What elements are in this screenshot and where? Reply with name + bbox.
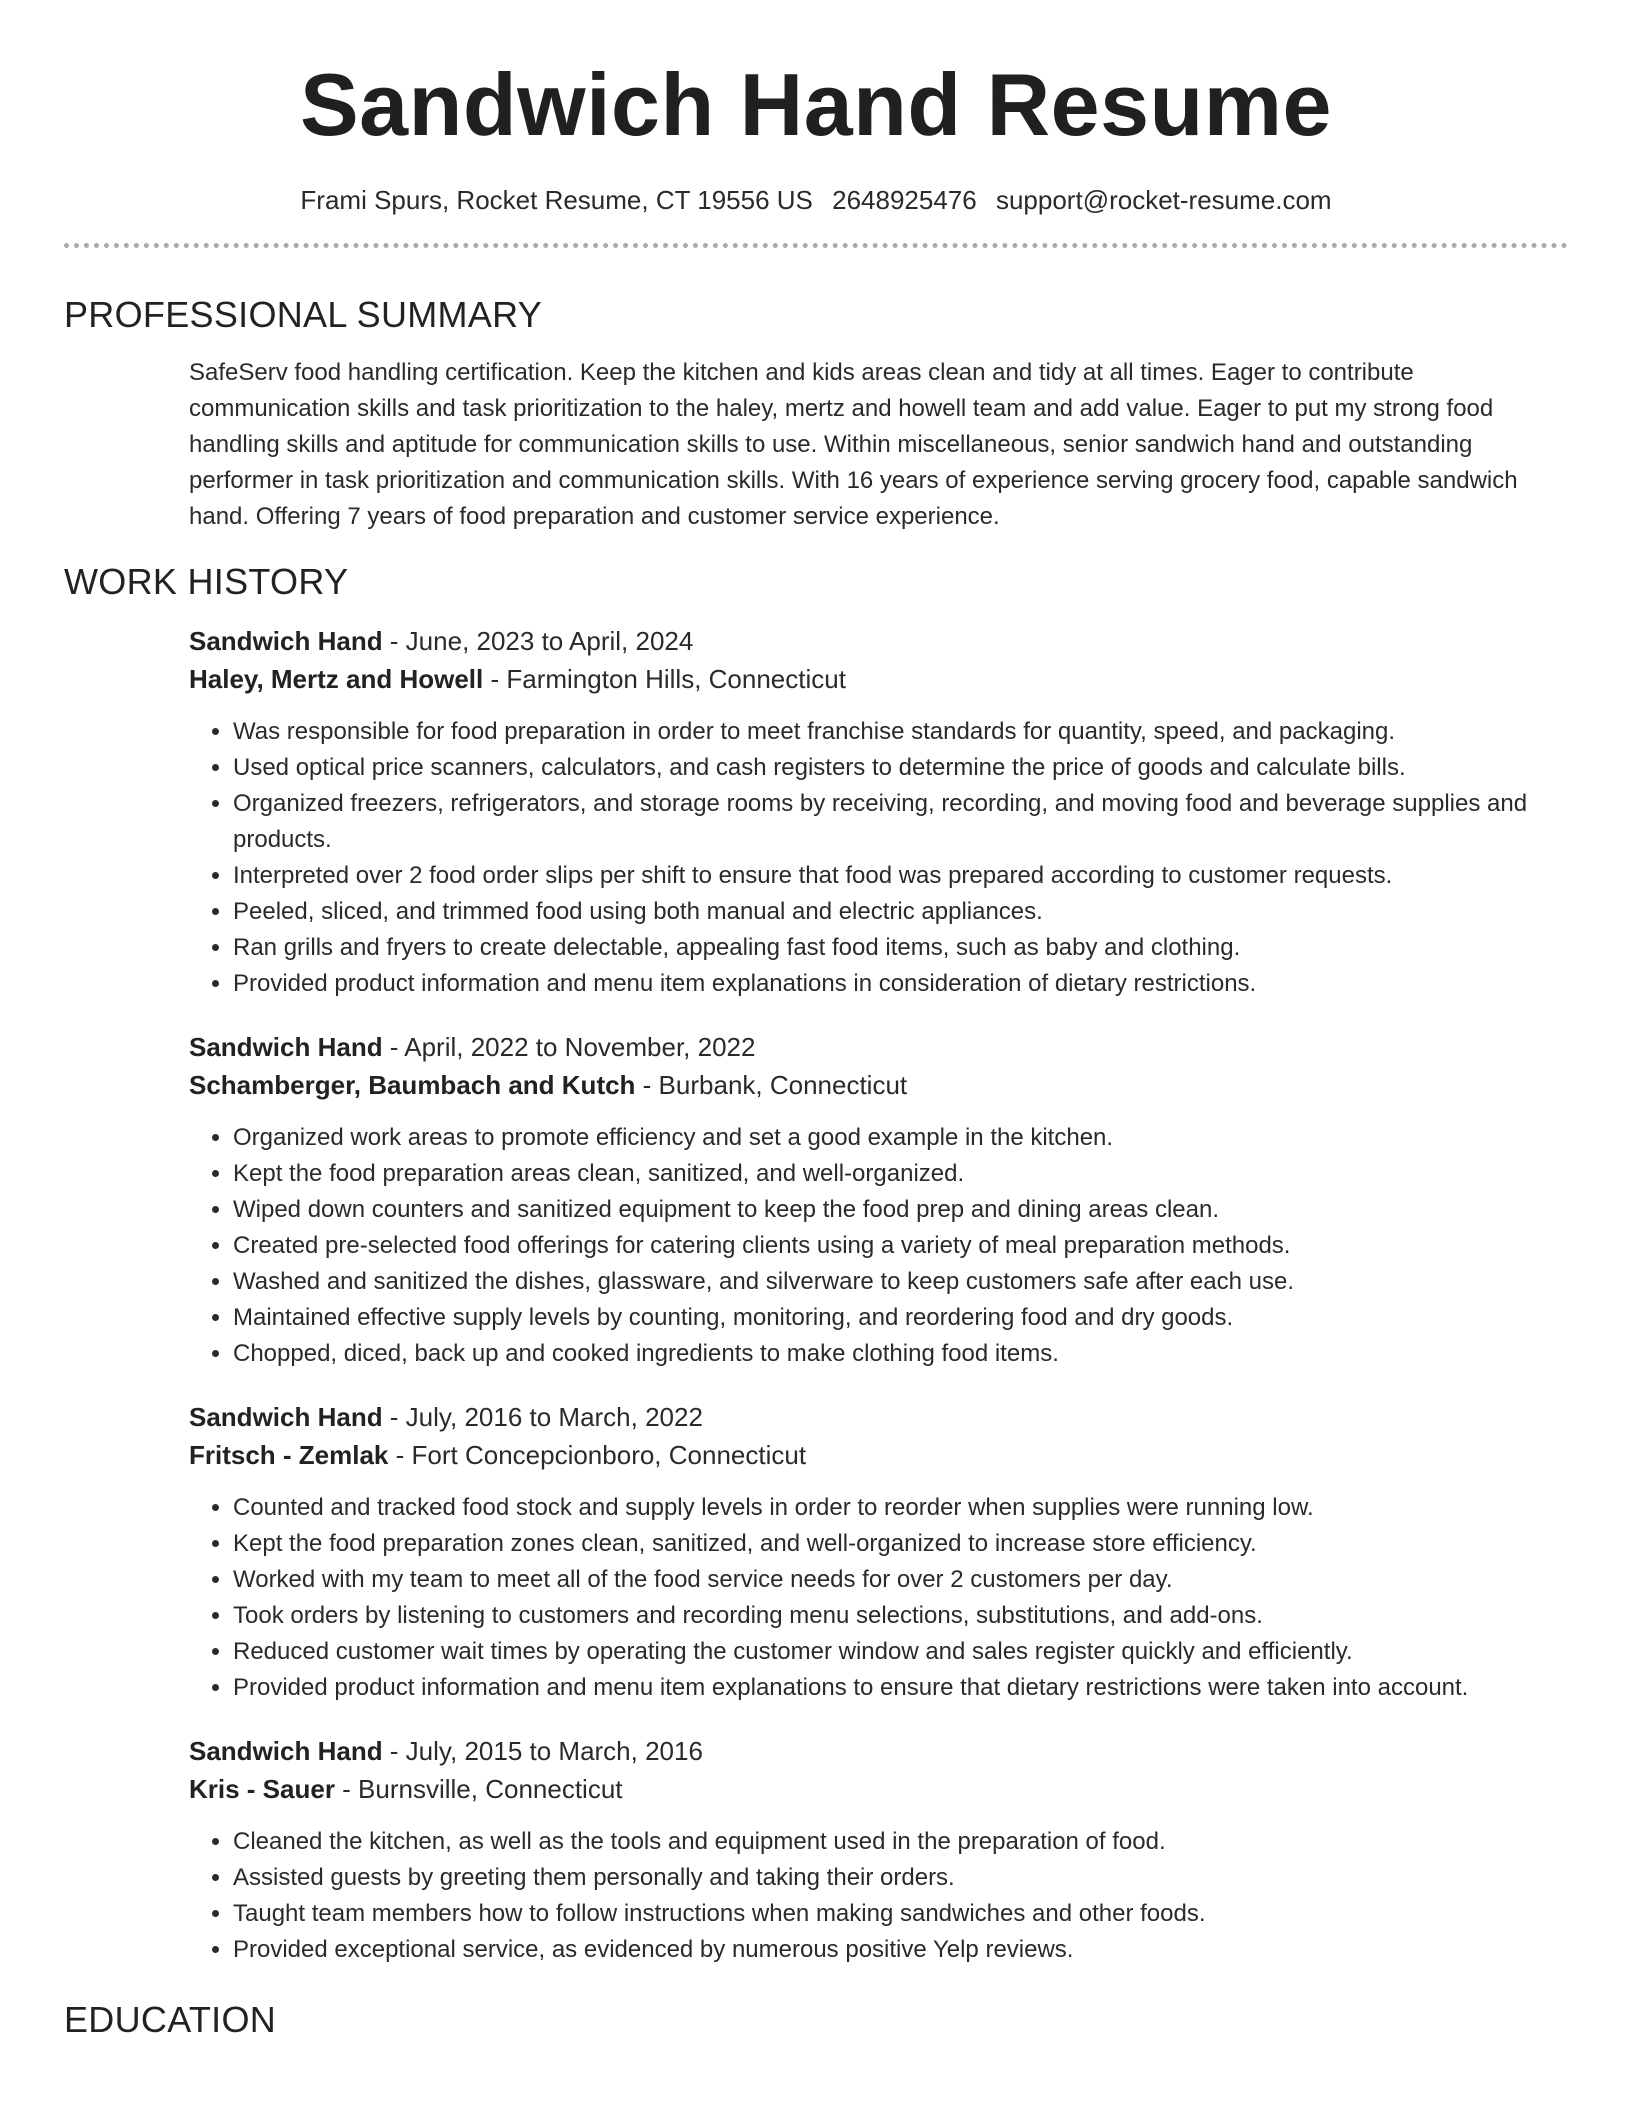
- job-bullet: • Was responsible for food preparation in order to meet franchise standards for quantity, speed, and packaging.: [233, 714, 1568, 750]
- job-bullet: • Took orders by listening to customers and recording menu selections, substitutions, and add-ons.: [233, 1598, 1568, 1634]
- resume-title: Sandwich Hand Resume: [299, 55, 1332, 154]
- education-heading: EDUCATION: [64, 1999, 277, 2040]
- job-location: - Burnsville, Connecticut: [334, 1774, 623, 1804]
- job-company: Schamberger, Baumbach and Kutch: [189, 1070, 636, 1100]
- job-title: Sandwich Hand: [189, 1736, 383, 1766]
- job-company-line: [189, 660, 1568, 698]
- job-bullet: • Used optical price scanners, calculators, and cash registers to determine the price of goods and calculate bills.: [233, 750, 1568, 786]
- job-bullet: • Reduced customer wait times by operating the customer window and sales register quickly and efficiently.: [233, 1634, 1568, 1670]
- job-company: Fritsch - Zemlak: [189, 1440, 389, 1470]
- job-dates: - June, 2023 to April, 2024: [382, 626, 694, 656]
- job-company: Kris - Sauer: [189, 1774, 335, 1804]
- job-bullet: • Interpreted over 2 food order slips per shift to ensure that food was prepared according to customer requests.: [233, 858, 1568, 894]
- job-bullet: • Ran grills and fryers to create delectable, appealing fast food items, such as baby and clothing.: [233, 930, 1568, 966]
- job-bullet: • Kept the food preparation zones clean, sanitized, and well-organized to increase store efficiency.: [233, 1526, 1568, 1562]
- work-history-list: [189, 622, 1568, 1968]
- job-bullet: • Washed and sanitized the dishes, glassware, and silverware to keep customers safe after each use.: [233, 1264, 1568, 1300]
- job-bullets: [189, 1824, 1568, 1968]
- job-location: - Farmington Hills, Connecticut: [483, 664, 846, 694]
- job-bullet: • Organized work areas to promote efficiency and set a good example in the kitchen.: [233, 1120, 1568, 1156]
- job-company: Haley, Mertz and Howell: [189, 664, 484, 694]
- job-title-line: [189, 1398, 1568, 1436]
- job-bullet: • Wiped down counters and sanitized equipment to keep the food prep and dining areas clean.: [233, 1192, 1568, 1228]
- job-title: Sandwich Hand: [189, 1032, 383, 1062]
- job-location: - Fort Concepcionboro, Connecticut: [388, 1440, 807, 1470]
- job-title: Sandwich Hand: [189, 1402, 383, 1432]
- contact-line: [64, 183, 1568, 217]
- job-entry: [189, 622, 1568, 1002]
- job-bullets: [189, 1120, 1568, 1372]
- job-dates: - April, 2022 to November, 2022: [382, 1032, 756, 1062]
- job-bullet: • Provided product information and menu item explanations in consideration of dietary restrictions.: [233, 966, 1568, 1002]
- job-bullet: • Chopped, diced, back up and cooked ingredients to make clothing food items.: [233, 1336, 1568, 1372]
- header-divider: [64, 243, 1568, 248]
- job-bullet: • Maintained effective supply levels by counting, monitoring, and reordering food and dry goods.: [233, 1300, 1568, 1336]
- job-bullet: • Cleaned the kitchen, as well as the tools and equipment used in the preparation of food.: [233, 1824, 1568, 1860]
- job-bullet: • Provided exceptional service, as evidenced by numerous positive Yelp reviews.: [233, 1932, 1568, 1968]
- work-history-heading: WORK HISTORY: [64, 561, 349, 602]
- job-bullet: • Counted and tracked food stock and supply levels in order to reorder when supplies were running low.: [233, 1490, 1568, 1526]
- job-bullet: • Worked with my team to meet all of the food service needs for over 2 customers per day.: [233, 1562, 1568, 1598]
- contact-address: Frami Spurs, Rocket Resume, CT 19556 US: [300, 185, 813, 215]
- job-bullet: • Peeled, sliced, and trimmed food using both manual and electric appliances.: [233, 894, 1568, 930]
- job-title-line: [189, 622, 1568, 660]
- job-bullets: [189, 1490, 1568, 1706]
- job-bullet: • Kept the food preparation areas clean, sanitized, and well-organized.: [233, 1156, 1568, 1192]
- job-dates: - July, 2016 to March, 2022: [382, 1402, 703, 1432]
- job-dates: - July, 2015 to March, 2016: [382, 1736, 703, 1766]
- job-bullet: • Taught team members how to follow instructions when making sandwiches and other foods.: [233, 1896, 1568, 1932]
- job-bullets: [189, 714, 1568, 1002]
- job-bullet: • Created pre-selected food offerings for catering clients using a variety of meal preparation methods.: [233, 1228, 1568, 1264]
- job-bullet: • Provided product information and menu item explanations to ensure that dietary restrictions were taken into account.: [233, 1670, 1568, 1706]
- contact-phone: 2648925476: [832, 185, 977, 215]
- summary-heading: PROFESSIONAL SUMMARY: [64, 294, 543, 335]
- job-company-line: [189, 1066, 1568, 1104]
- job-entry: [189, 1732, 1568, 1968]
- job-entry: [189, 1028, 1568, 1372]
- job-entry: [189, 1398, 1568, 1706]
- job-title-line: [189, 1732, 1568, 1770]
- job-title: Sandwich Hand: [189, 626, 383, 656]
- job-bullet: • Organized freezers, refrigerators, and storage rooms by receiving, recording, and moving food and beverage supplies and products.: [233, 786, 1568, 858]
- job-company-line: [189, 1436, 1568, 1474]
- job-bullet: • Assisted guests by greeting them personally and taking their orders.: [233, 1860, 1568, 1896]
- job-company-line: [189, 1770, 1568, 1808]
- summary-text: SafeServ food handling certification. Keep the kitchen and kids areas clean and tidy at all times. Eager to contribute communication skills and task prioritization to the haley, mertz and howell team and add value. Eager to put my strong food handling skills and aptitude for communication skills to use. Within miscellaneous, senior sandwich hand and outstanding performer in task prioritization and communication skills. With 16 years of experience serving grocery food, capable sandwich hand. Offering 7 years of food preparation and customer service experience.: [189, 359, 1518, 530]
- contact-email: support@rocket-resume.com: [995, 185, 1332, 215]
- job-title-line: [189, 1028, 1568, 1066]
- job-location: - Burbank, Connecticut: [635, 1070, 908, 1100]
